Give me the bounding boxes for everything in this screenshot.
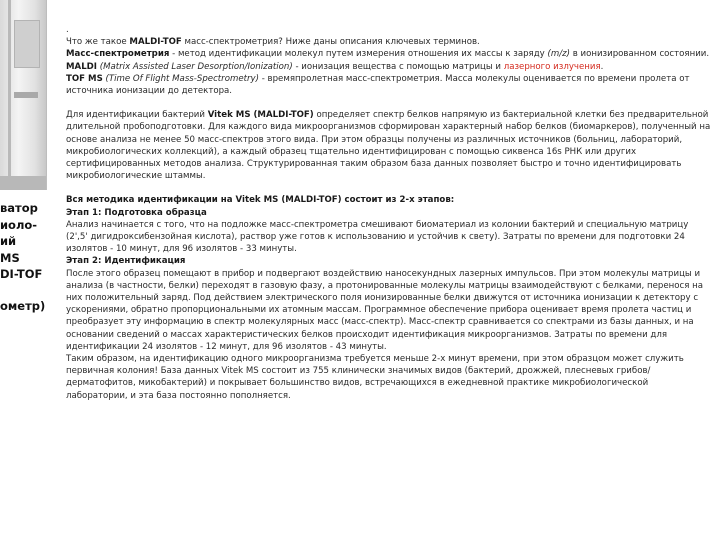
device-caption <box>0 200 56 314</box>
device-panel <box>14 20 40 68</box>
maldi-tof-term: MALDI-TOF <box>129 37 182 48</box>
tof-definition: TOF MS (Time Of Flight Mass-Spectrometry) - времяпролетная масс-спектрометрия. Масса молекулы оценивается по времени пролета от источника ионизации до детектора. <box>66 73 690 97</box>
caption-line: ватор <box>0 201 38 215</box>
device-stripe <box>8 0 11 190</box>
caption-line: MS <box>0 250 20 265</box>
device-slot <box>14 92 38 98</box>
analyzer-device-photo <box>0 0 47 190</box>
intro-question: Что же такое MALDI-TOF масс-спектрометрия? Ниже даны описания ключевых терминов. <box>66 37 480 48</box>
vitek-paragraph: Для идентификации бактерий Vitek MS (MALDI-TOF) определяет спектр белков напрямую из бактериальной клетки без предварительной длительной пробоподготовки. Для каждого вида микроорганизмов сформирован характерный набор белков (биомаркеров), полученный на основе анализа не менее 50 масс-спектров этого вида. При этом образцы получены из различных источников (больниц, лабораторий, микробиологических коллекций), а каждый образец тщательно идентифицирован с помощью сиквенса 16s РНК или других сертифицированных методов анализа. Структурированная таким образом база данных позволяет быстро и точно идентифицировать микробиологические штаммы. <box>66 110 711 182</box>
conclusion-text: Таким образом, на идентификацию одного микроорганизма требуется меньше 2-х минут времени, при этом образцом может служить первичная колония! База данных Vitek MS состоит из 755 клинически значимых видов (бактерий, дрожжей, плесневых грибов/ дерматофитов, микобактерий) и покрывает большинство видов, встречающихся в ежедневной практике микробиологической лаборатории, и эта база постоянно пополняется. <box>66 354 684 401</box>
caption-line: ометр) <box>0 298 46 313</box>
caption-line: иоло- <box>0 217 38 232</box>
stage2-title: Этап 2: Идентификация <box>66 256 186 267</box>
caption-line: ий <box>0 234 17 248</box>
stage1-title: Этап 1: Подготовка образца <box>66 207 207 218</box>
caption-line: DI-TOF <box>0 267 43 281</box>
intro-dot: . <box>66 25 69 35</box>
stage2-text: После этого образец помещают в прибор и подвергают воздействию наносекундных лазерных импульсов. При этом молекулы матрицы и анализа (в частности, белки) переходят в газовую фазу, а протонированные молекулы матрицы взаимодействуют с белками, перенося на них положительный заряд. Под действием электрического поля ионизированные белки движутся от источника ионизации к детектору с ускорениями, обратно пропорциональными их атомным массам. Программное обеспечение прибора оценивает время пролета частиц и преобразует эту информацию в спектр молекулярных масс (масс-спектр). Масс-спектр сравнивается со спектрами из базы данных, и на основании сведений о массах характеристических белков происходит идентификация микроорганизмов. Затраты по времени для идентификации 24 изолятов - 12 минут, для 96 изолятов - 43 минуты. <box>66 268 704 352</box>
stage1-text: Анализ начинается с того, что на подложке масс-спектрометра смешивают биоматериал из колонии бактерий и специальную матрицу (2',5' дигидроксибензойная кислота), раствор уже готов к использованию и устойчив к свету). Затраты по времени для подготовки 24 изолятов - 10 минут, для 96 изолятов - 33 минуты. <box>66 219 689 255</box>
laser-link-text: лазерного излучения <box>503 61 601 72</box>
maldi-definition: MALDI (Matrix Assisted Laser Desorption/Ionization) - ионизация вещества с помощью матрицы и лазерного излучения. <box>66 61 604 72</box>
article-body <box>66 24 712 402</box>
device-base <box>0 176 46 190</box>
method-heading: Вся методика идентификации на Vitek MS (MALDI-TOF) состоит из 2-х этапов: <box>66 195 455 206</box>
ms-definition: Масс-спектрометрия - метод идентификации молекул путем измерения отношения их массы к заряду (m/z) в ионизированном состоянии. <box>66 49 710 60</box>
